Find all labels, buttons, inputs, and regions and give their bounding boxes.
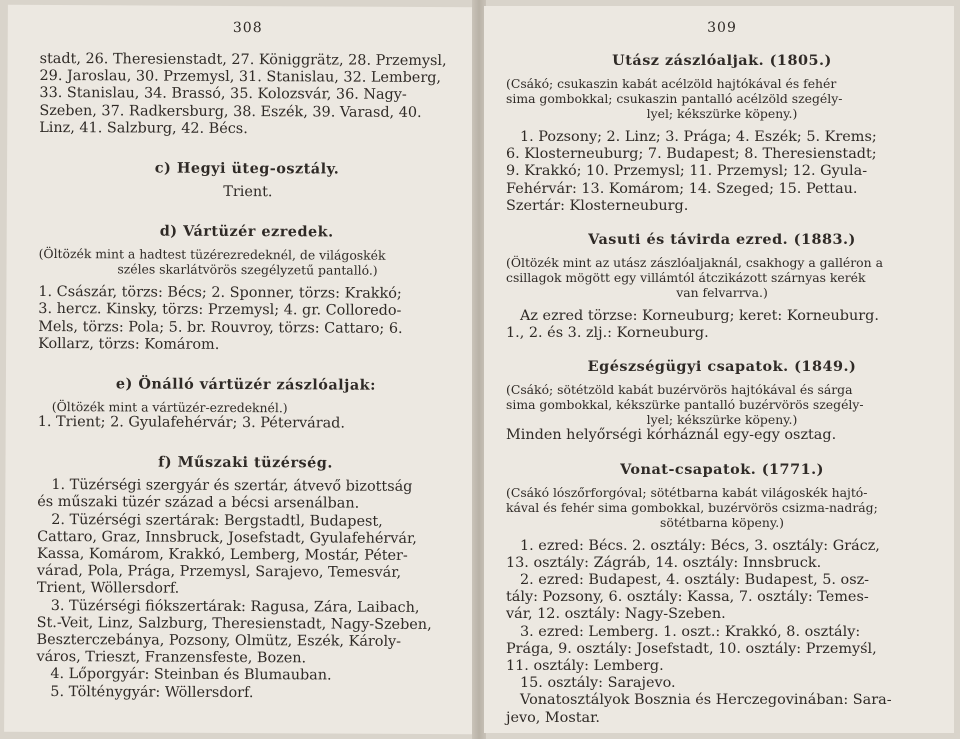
uniform-note: (Öltözék mint a vártüzér-ezredeknél.): [51, 399, 288, 416]
section-heading: Vasuti és távirda ezred. (1883.): [588, 231, 856, 249]
entry-line: Az ezred törzse: Korneuburg; keret: Korneuburg.: [520, 308, 879, 325]
text-line: és műszaki tüzér század a bécsi arsenálban.: [37, 494, 360, 513]
entry-line: 1. Császár, törzs: Bécs; 2. Sponner, törzs: Krakkó;: [38, 284, 402, 303]
entry-line: Mels, törzs: Pola; 5. br. Rouvroy, törzs: Cattaro; 6.: [38, 318, 403, 337]
section-heading: e) Önálló vártüzér zászlóaljak:: [115, 375, 376, 394]
entry-line: Prága, 9. osztály: Josefstadt, 10. osztály: Przemyśl,: [506, 640, 877, 657]
entry-line: Minden helyőrségi kórháznál egy-egy osztag.: [506, 427, 837, 444]
text-line: 1. Tüzérségi szergyár és szertár, átvevő bizottság: [51, 477, 413, 496]
entry-line: 6. Klosterneuburg; 7. Budapest; 8. Theresienstadt;: [506, 146, 877, 163]
text-line: 33. Stanislau, 34. Brassó, 35. Kolozsvár, 36. Nagy-: [39, 85, 407, 104]
right-page: [484, 6, 954, 733]
section-heading: c) Hegyi üteg-osztály.: [154, 159, 340, 178]
entry-line: 3. ezred: Lemberg. 1. oszt.: Krakkó, 8. osztály:: [520, 623, 861, 640]
text-line: 5. Tölténygyár: Wöllersdorf.: [50, 683, 254, 701]
section-heading: Vonat-csapatok. (1771.): [620, 460, 824, 478]
entry-line: 15. osztály: Sarajevo.: [520, 675, 676, 692]
section-heading: f) Műszaki tüzérség.: [158, 453, 333, 472]
uniform-note: (Csákó; sötétzöld kabát buzérvörös hajtókával és sárga: [506, 382, 853, 398]
entry-line: jevo, Mostar.: [506, 709, 600, 726]
entry-line: tály: Pozsony, 6. osztály: Kassa, 7. osztály: Temes-: [506, 589, 869, 606]
uniform-note: lyel; kékszürke köpeny.): [646, 412, 798, 428]
uniform-note: lyel; kékszürke köpeny.): [646, 106, 798, 121]
uniform-note: van felvarrva.): [676, 285, 768, 301]
text-line: stadt, 26. Theresienstadt, 27. Königgrätz, 28. Przemysl,: [39, 50, 447, 70]
text-line: 29. Jaroslau, 30. Przemysl, 31. Stanislau, 32. Lemberg,: [39, 68, 442, 87]
uniform-note: (Csákó; csukaszin kabát acélzöld hajtókával és fehér: [506, 76, 837, 91]
text-line: 3. Tüzérségi fiókszertárak: Ragusa, Zára, Laibach,: [50, 597, 420, 616]
uniform-note: sima gombokkal; csukaszin pantalló acélzöld szegély-: [506, 91, 843, 106]
text-line: város, Trieszt, Franzensfeste, Bozen.: [36, 649, 307, 667]
entry-line: 13. osztály: Zágráb, 14. osztály: Innsbruck.: [506, 554, 822, 571]
text-line: Linz, 41. Salzburg, 42. Bécs.: [39, 119, 248, 137]
uniform-note: kával és fehér sima gombokkal, buzérvörös csizma-nadrág;: [506, 499, 878, 515]
entry-line: Kollarz, törzs: Komárom.: [38, 335, 220, 353]
entry-line: 9. Krakkó; 10. Przemysl; 11. Przemysl; 12. Gyula-: [506, 163, 868, 180]
text-line: 4. Lőporgyár: Steinban és Blumauban.: [50, 666, 332, 684]
uniform-note: széles skarlátvörös szegélyzetű pantalló.): [117, 261, 378, 278]
text-line: St.-Veit, Linz, Salzburg, Theresienstadt, Nagy-Szeben,: [36, 614, 432, 633]
text-line: Kassa, Komárom, Krakkó, Lemberg, Mostár, Péter-: [36, 545, 408, 564]
entry-line: Fehérvár: 13. Komárom; 14. Szeged; 15. Pettau.: [506, 180, 858, 197]
section-heading: d) Vártüzér ezredek.: [159, 222, 334, 241]
entry-line: Vonatosztályok Bosznia és Herczegovinában: Sara-: [520, 692, 892, 709]
entry-line: Szertár: Klosterneuburg.: [506, 197, 689, 214]
entry-line: 2. ezred: Budapest, 4. osztály: Budapest, 5. osz-: [520, 572, 870, 589]
section-heading: Egészségügyi csapatok. (1849.): [587, 358, 857, 376]
page-number: 308: [232, 19, 263, 37]
entry-line: vár, 12. osztály: Nagy-Szeben.: [506, 606, 726, 623]
uniform-note: (Öltözék mint a hadtest tüzérezredeknél, de világoskék: [38, 246, 386, 263]
text-line: Cattaro, Graz, Innsbruck, Josefstadt, Gyulafehérvár,: [37, 528, 417, 547]
uniform-note: sima gombokkal, kékszürke pantalló buzérvörös szegély-: [506, 397, 864, 413]
location-text: Trient.: [223, 183, 273, 201]
text-line: Beszterczebánya, Pozsony, Olmütz, Eszék, Károly-: [36, 632, 402, 650]
text-line: Trient, Wöllersdorf.: [36, 580, 180, 598]
page-number: 309: [707, 20, 737, 36]
entry-line: 1. Pozsony; 2. Linz; 3. Prága; 4. Eszék; 5. Krems;: [520, 129, 877, 145]
left-page: [4, 5, 476, 734]
uniform-note: (Öltözék mint az utász zászlóaljaknál, csakhogy a galléron a: [506, 255, 883, 271]
text-line: 2. Tüzérségi szertárak: Bergstadtl, Budapest,: [51, 511, 383, 530]
entry-line: 1., 2. és 3. zlj.: Korneuburg.: [506, 325, 709, 342]
text-line: várad, Pola, Prága, Przemysl, Sarajevo, Temesvár,: [36, 563, 402, 582]
text-line: Szeben, 37. Radkersburg, 38. Eszék, 39. Varasd, 40.: [39, 102, 422, 121]
entry-line: 1. ezred: Bécs. 2. osztály: Bécs, 3. osztály: Grácz,: [520, 537, 880, 554]
uniform-note: csillagok mögött egy villámtól átczikázott szárnyas kerék: [506, 270, 866, 286]
uniform-note: sötétbarna köpeny.): [660, 514, 784, 530]
section-heading: Utász zászlóaljak. (1805.): [612, 52, 832, 69]
entry-line: 1. Trient; 2. Gyulafehérvár; 3. Pétervárad.: [37, 413, 346, 432]
uniform-note: (Csákó lószőrforgóval; sötétbarna kabát világoskék hajtó-: [506, 484, 868, 500]
entry-line: 11. osztály: Lemberg.: [506, 658, 664, 675]
entry-line: 3. hercz. Kinsky, törzs: Przemysl; 4. gr. Colloredo-: [38, 301, 402, 320]
